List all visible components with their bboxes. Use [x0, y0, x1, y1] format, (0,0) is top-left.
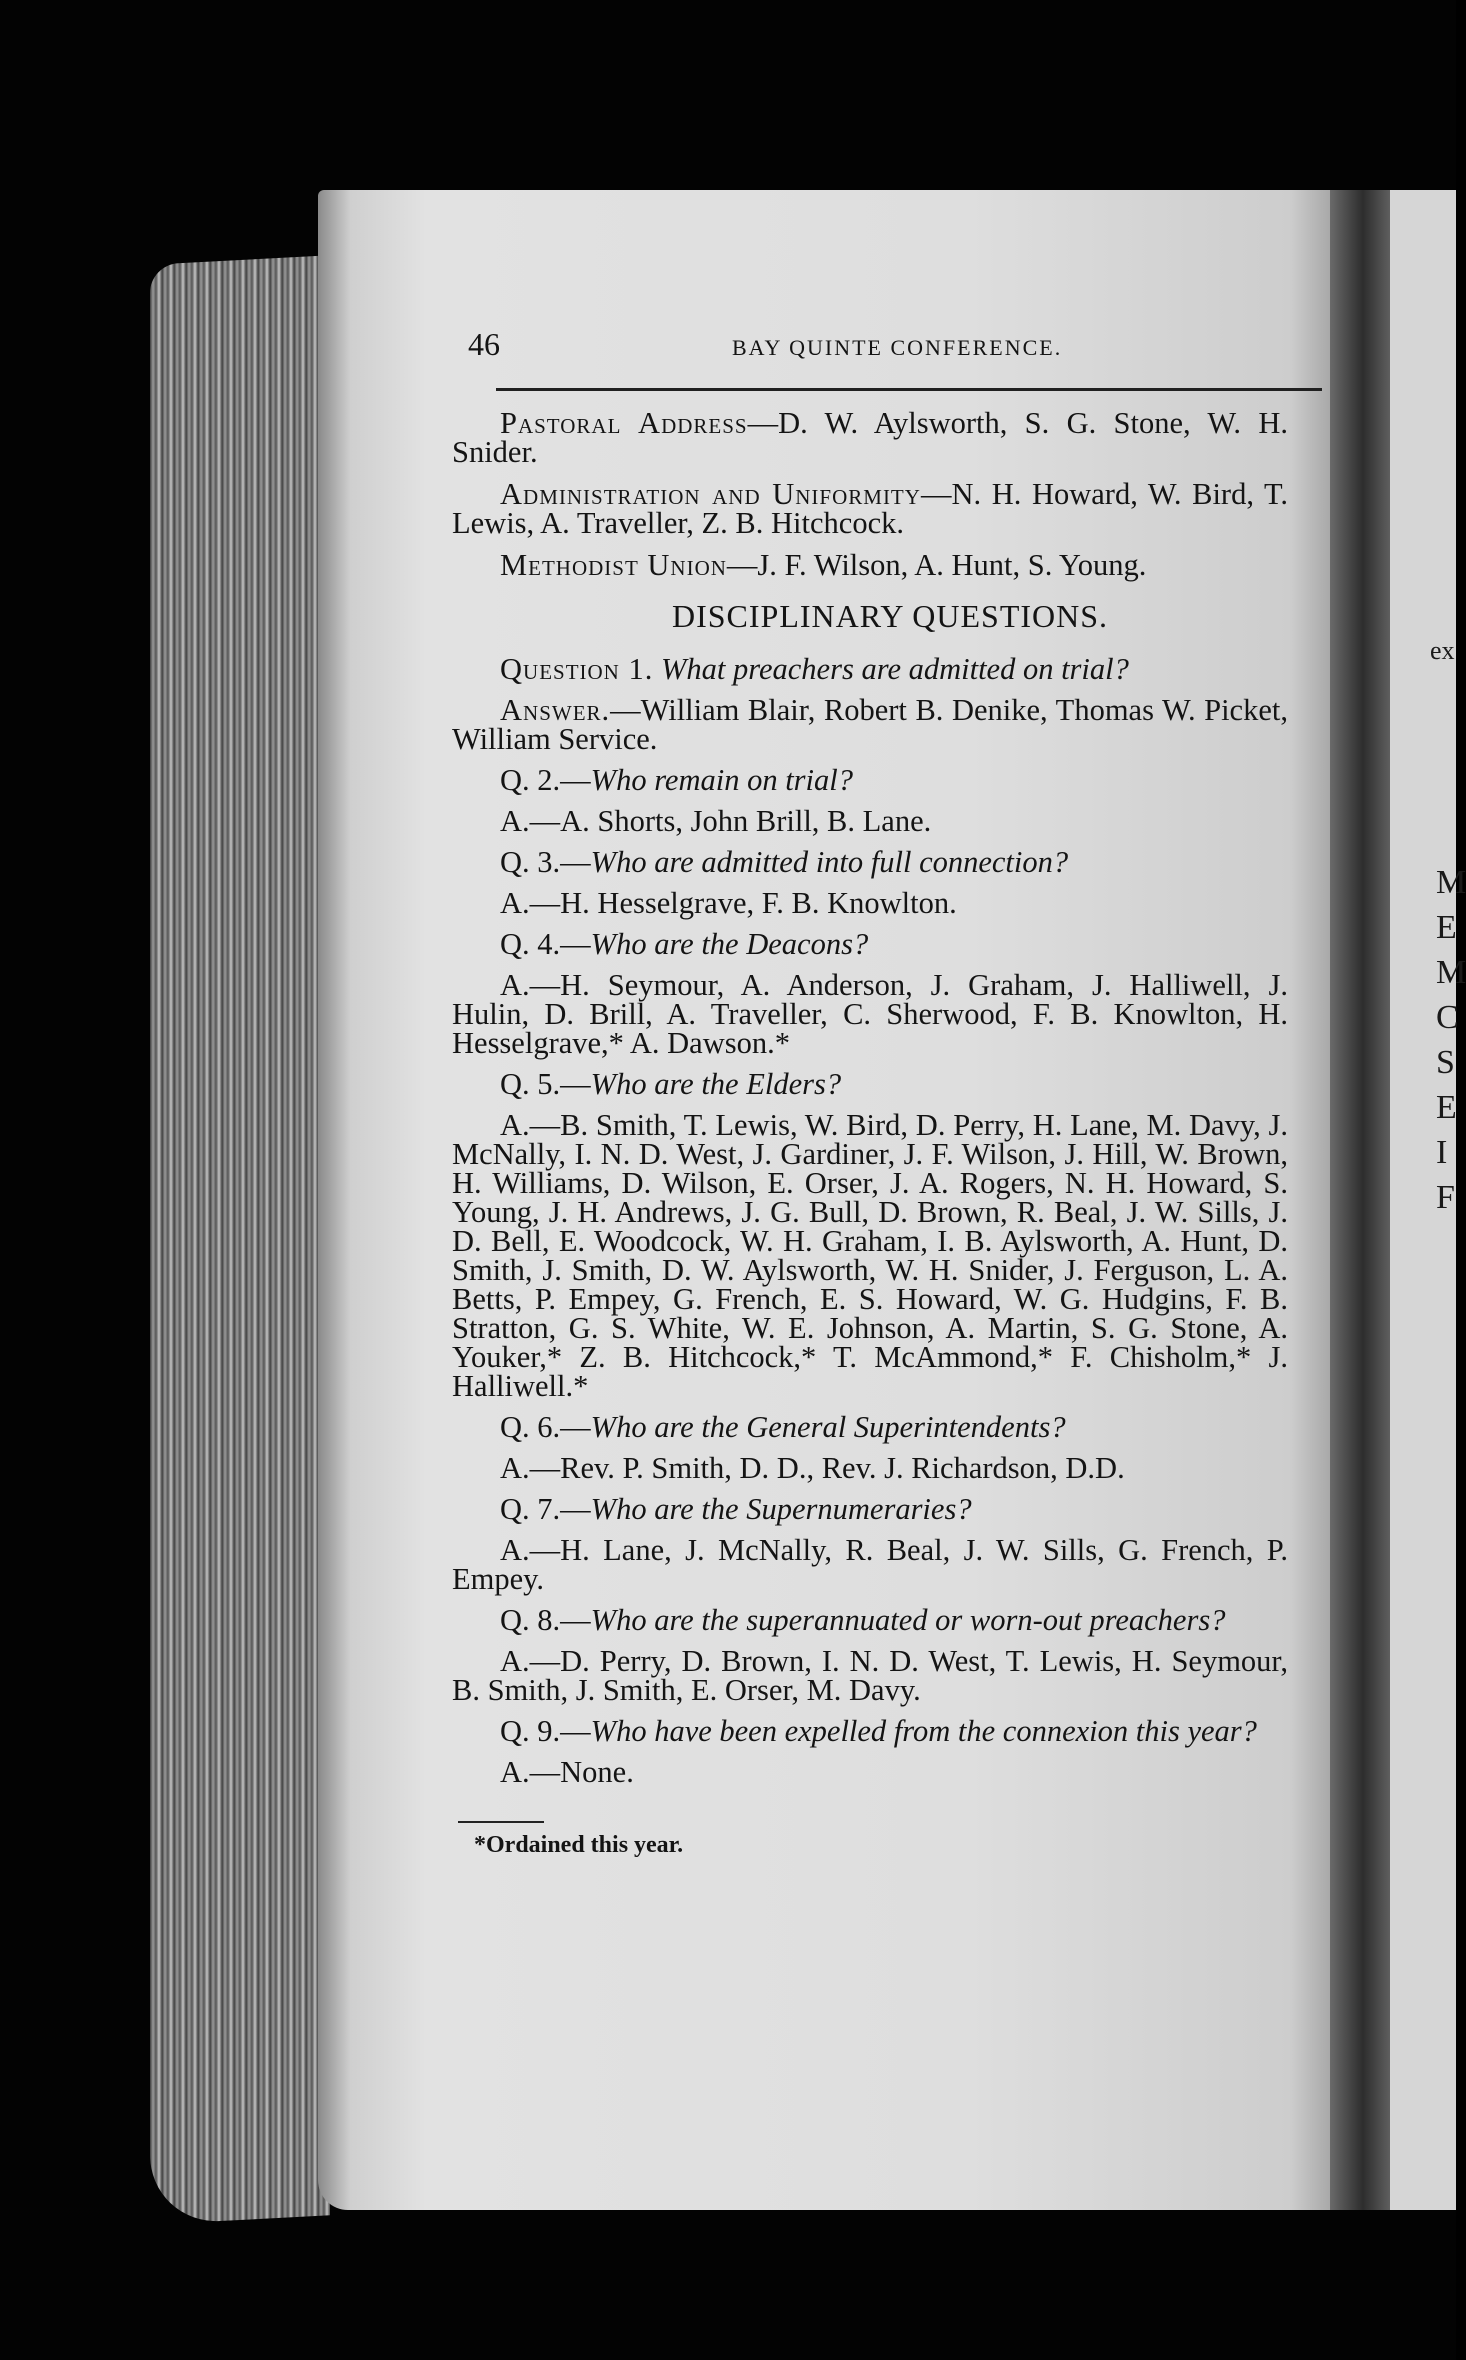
question-label: Q. 3.—	[500, 845, 591, 879]
header-rule	[496, 388, 1322, 391]
facing-page-fragment: ex	[1430, 636, 1455, 665]
disciplinary-questions	[452, 652, 1288, 1789]
committee-entry	[452, 548, 1288, 582]
answer	[452, 1755, 1288, 1789]
answer-label: A.	[500, 1755, 530, 1789]
answer-text: —William Blair, Robert B. Denike, Thomas W. Picket, William Service.	[452, 693, 1288, 756]
answer-label: A.	[500, 1108, 530, 1142]
answer	[452, 1533, 1288, 1596]
question	[452, 1714, 1288, 1748]
book-fore-edge	[150, 255, 330, 2224]
question-label: Q. 4.—	[500, 927, 591, 961]
answer-text: —None.	[529, 1755, 634, 1789]
question-text: Who have been expelled from the connexion this year?	[590, 1714, 1257, 1748]
question-label: Q. 8.—	[500, 1603, 591, 1637]
page-number: 46	[468, 326, 500, 362]
question	[452, 1492, 1288, 1526]
question	[452, 927, 1288, 961]
question-text: Who are the Elders?	[590, 1067, 842, 1101]
answer-text: —B. Smith, T. Lewis, W. Bird, D. Perry, H. Lane, M. Davy, J. McNally, I. N. D. West, J. Gardiner, J. F. Wilson, J. Hill, W. Brown, H. Williams, D. Wilson, E. Orser, J. A. Rogers, N. H. Howard, S. Young, J. H. Andrews, J. G. Bull, D. Brown, R. Beal, J. W. Sills, J. D. Bell, E. Woodcock, W. H. Graham, I. B. Aylsworth, A. Hunt, D. Smith, J. Smith, D. W. Aylsworth, W. H. Snider, J. Ferguson, L. A. Betts, P. Empey, G. French, E. S. Howard, W. G. Hudgins, F. B. Stratton, G. S. White, W. E. Johnson, A. Martin, S. G. Stone, A. Youker,* Z. B. Hitchcock,* T. McAmmond,* F. Chisholm,* J. Halliwell.*	[452, 1108, 1288, 1403]
answer	[452, 1108, 1288, 1403]
answer	[452, 1644, 1288, 1707]
question-text: What preachers are admitted on trial?	[660, 652, 1129, 686]
page-content	[452, 326, 1288, 1860]
question	[452, 763, 1288, 797]
question	[452, 845, 1288, 879]
running-title: BAY QUINTE CONFERENCE.	[732, 335, 1063, 360]
question-text: Who are the superannuated or worn-out preachers?	[590, 1603, 1226, 1637]
question	[452, 1067, 1288, 1101]
question-label: Q. 5.—	[500, 1067, 591, 1101]
question-text: Who are the Supernumeraries?	[590, 1492, 972, 1526]
answer-label: Answer.	[500, 693, 611, 727]
answer	[452, 1451, 1288, 1485]
answer-label: A.	[500, 968, 530, 1002]
question-label: Question 1.	[500, 652, 654, 686]
committee-names: —J. F. Wilson, A. Hunt, S. Young.	[726, 548, 1147, 582]
committee-entry	[452, 406, 1288, 469]
footnote-rule	[458, 1821, 544, 1823]
question-text: Who remain on trial?	[590, 763, 854, 797]
section-heading: DISCIPLINARY QUESTIONS.	[671, 598, 1109, 634]
answer	[452, 804, 1288, 838]
answer-label: A.	[500, 1451, 530, 1485]
facing-page-letters: M E M C S E I F	[1436, 864, 1466, 1216]
committee-names: —N. H. Howard, W. Bird, T. Lewis, A. Traveller, Z. B. Hitchcock.	[452, 477, 1288, 540]
committee-names: —D. W. Aylsworth, S. G. Stone, W. H. Snider.	[452, 406, 1288, 469]
question-label: Q. 7.—	[500, 1492, 591, 1526]
answer-text: —Rev. P. Smith, D. D., Rev. J. Richardson, D.D.	[529, 1451, 1125, 1485]
question	[452, 652, 1288, 686]
question-label: Q. 2.—	[500, 763, 591, 797]
answer-text: —H. Hesselgrave, F. B. Knowlton.	[529, 886, 957, 920]
footnote: *Ordained this year.	[474, 1832, 684, 1858]
answer-label: A.	[500, 1533, 530, 1567]
question-text: Who are the General Superintendents?	[590, 1410, 1066, 1444]
question-text: Who are admitted into full connection?	[590, 845, 1069, 879]
answer-text: —A. Shorts, John Brill, B. Lane.	[529, 804, 932, 838]
answer	[452, 968, 1288, 1060]
answer-label: A.	[500, 804, 530, 838]
answer	[452, 886, 1288, 920]
question-text: Who are the Deacons?	[590, 927, 869, 961]
question-label: Q. 6.—	[500, 1410, 591, 1444]
committee-entry	[452, 477, 1288, 540]
committee-label: Pastoral Address	[500, 406, 748, 440]
question-label: Q. 9.—	[500, 1714, 591, 1748]
committee-list	[452, 406, 1288, 582]
question	[452, 1603, 1288, 1637]
answer-text: —H. Seymour, A. Anderson, J. Graham, J. Halliwell, J. Hulin, D. Brill, A. Traveller, C. Sherwood, F. B. Knowlton, H. Hesselgrave,* A. Dawson.*	[452, 968, 1288, 1060]
committee-label: Administration and Uniformity	[500, 477, 921, 511]
answer-text: —D. Perry, D. Brown, I. N. D. West, T. Lewis, H. Seymour, B. Smith, J. Smith, E. Orser, M. Davy.	[452, 1644, 1288, 1707]
answer-text: —H. Lane, J. McNally, R. Beal, J. W. Sills, G. French, P. Empey.	[452, 1533, 1288, 1596]
committee-label: Methodist Union	[500, 548, 727, 582]
running-head	[468, 326, 1308, 368]
answer-label: A.	[500, 1644, 530, 1678]
question	[452, 1410, 1288, 1444]
answer	[452, 693, 1288, 756]
book-gutter	[1330, 190, 1390, 2210]
answer-label: A.	[500, 886, 530, 920]
